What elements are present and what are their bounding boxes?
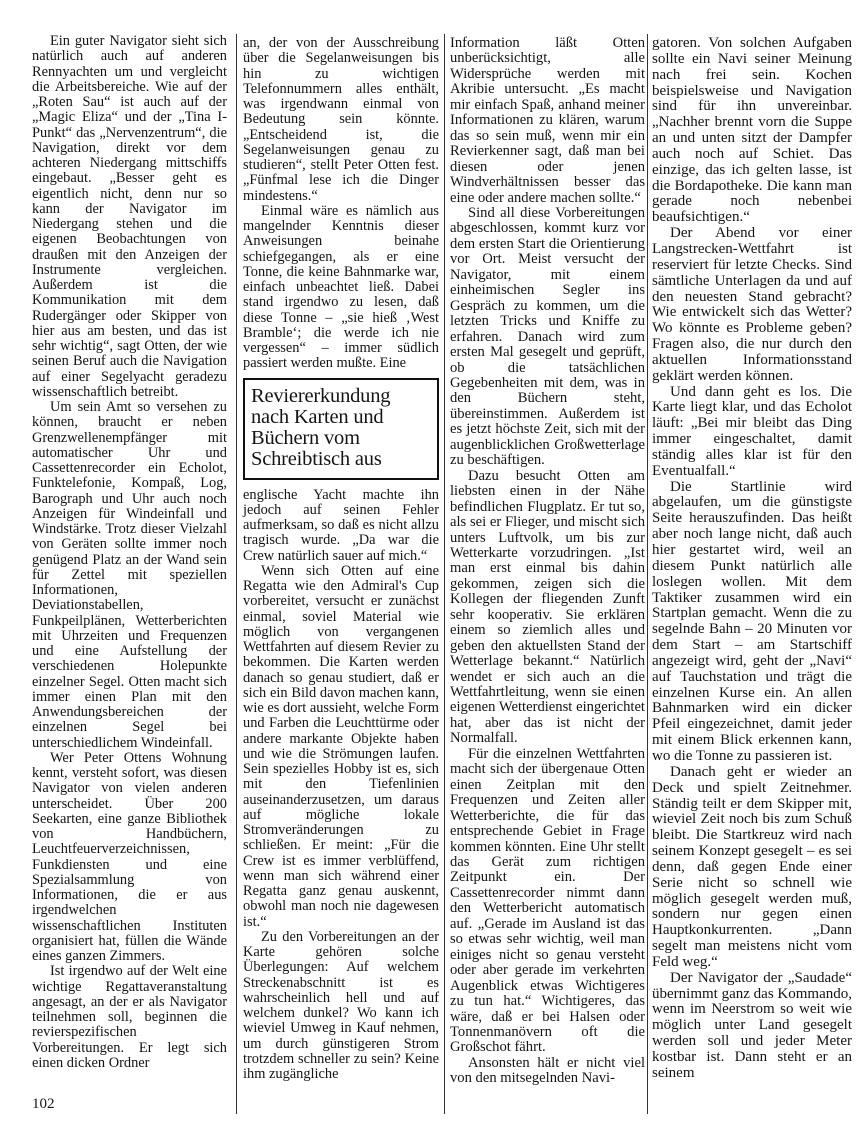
- paragraph: Dazu besucht Otten am liebsten einen in der Nähe befindlichen Flugplatz. Er tut so, als sei er Flieger, und mischt sich unters Luftvolk, um bis zur Wetterkarte vorzudringen. „Ist man erst einmal bis dahin gekommen, zeigen sich die Kollegen der fliegenden Zunft sehr kooperativ. Sie erklären einem so ziemlich alles und geben den aktuellsten Stand der Wetterlage bekannt.“ Natürlich wendet er sich auch an die Wettfahrtleitung, wenn sie einen eigenen Wetterdienst eingerichtet hat, aber das ist nicht der Normalfall.: [450, 467, 645, 747]
- paragraph: Zu den Vorbereitungen an der Karte gehören solche Überlegungen: Auf welchem Streckenabschnitt ist es wahrscheinlich hell und auf welchem dunkel? Wo kann ich wieviel Umweg in Kauf nehmen, um durch günstigeren Strom trotzdem schneller zu sein? Keine ihm zugängliche: [243, 928, 439, 1082]
- paragraph: englische Yacht machte ihn jedoch auf seinen Fehler aufmerksam, so daß es nicht allzu tragisch wurde. „Da war die Crew natürlich sauer auf mich.“: [243, 486, 439, 564]
- paragraph: Und dann geht es los. Die Karte liegt klar, und das Echolot läuft: „Bei mir bleibt das Ding immer eingeschaltet, damit ständig alles klar ist für den Eventualfall.“: [652, 383, 852, 479]
- paragraph: an, der von der Ausschreibung über die Segelanweisungen bis hin zu wichtigen Telefonnummern alles enthält, was irgendwann einmal von Bedeutung sein könnte. „Entscheidend ist, die Segelanweisungen genau zu studieren“, stellt Peter Otten fest. „Fünfmal lese ich die Dinger mindestens.“: [243, 35, 439, 204]
- page-number: 102: [32, 1096, 55, 1112]
- text-column-2: [243, 36, 439, 1082]
- paragraph: Ein guter Navigator sieht sich natürlich auch auf anderen Rennyachten um und vergleicht die Arbeitsbereiche. Wie auf der „Roten Sau“ ist auch auf der „Magic Eliza“ und der „Tina I-Punkt“ das „Nervenzentrum“, die Navigation, direkt vor dem achteren Niedergang mittschiffs eingebaut. „Besser geht es eigentlich nicht, denn nur so kann der Navigator im Niedergang stehen und die eigenen Beobachtungen von draußen mit den Anzeigen der Instrumente vergleichen. Außerdem ist die Kommunikation mit dem Rudergänger oder Skipper von hier aus am besten, und das ist sehr wichtig“, sagt Otten, der wie seinen Beruf auch die Navigation auf einer Segelyacht geradezu wissenschaftlich betreibt.: [32, 33, 227, 400]
- paragraph: Der Abend vor einer Langstrecken-Wettfahrt ist reserviert für letzte Checks. Sind sämtliche Unterlagen da und auf den neuesten Stand gebracht? Wie entwickelt sich das Wetter? Wo könnte es Probleme geben? Fragen also, die nur durch den aktuellen Informationsstand geklärt werden können.: [652, 225, 852, 384]
- column-divider: [236, 34, 237, 1114]
- paragraph: Wer Peter Ottens Wohnung kennt, versteht sofort, was diesen Navigator von vielen anderen unterscheidet. Über 200 Seekarten, eine ganze Bibliothek von Handbüchern, Leuchtfeuerverzeichnissen, Funkdiensten und eine Spezialsammlung von Informationen, die er aus irgendwelchen wissenschaftlichen Instituten organisiert hat, füllen die Wände eines ganzen Zimmers.: [32, 749, 227, 964]
- box-heading: Reviererkundung nach Karten und Büchern vom Schreibtisch aus: [243, 378, 439, 480]
- paragraph: Danach geht er wieder an Deck und spielt Zeitnehmer. Ständig teilt er dem Skipper mit, wieviel Zeit noch bis zum Schuß bleibt. Die Startkreuz wird nach seinem Konzept gesegelt – es sei denn, daß gegen Ende einer Serie nicht so schnell wie möglich gesegelt werden muß, sondern nur gegen einen Hauptkonkurrenten. „Dann segelt man meistens nicht vom Feld weg.“: [652, 763, 852, 970]
- paragraph: Information läßt Otten unberücksichtigt, alle Widersprüche werden mit Akribie untersucht. „Es macht mir einfach Spaß, anhand meiner Informationen zu klären, warum das so sein muß, wenn mir ein Revierkenner sagt, daß man bei diesen oder jenen Windverhältnissen besser das eine oder andere machen sollte.“: [450, 35, 645, 206]
- paragraph: Der Navigator der „Saudade“ übernimmt ganz das Kommando, wenn im Neerstrom so weit wie möglich unter Land gesegelt werden soll und jeder Meter kostbar ist. Dann steht er an seinem: [652, 969, 852, 1081]
- paragraph: Für die einzelnen Wettfahrten macht sich der übergenaue Otten einen Zeitplan mit den Frequenzen und Zeiten aller Wetterberichte, die für das entsprechende Gebiet in Frage kommen könnten. Eine Uhr stellt das Gerät zum richtigen Zeitpunkt ein. Der Cassettenrecorder nimmt dann den Wetterbericht automatisch auf. „Gerade im Ausland ist das so etwas sehr wichtig, weil man einiges nicht so genau versteht oder aber gerade im verkehrten Augenblick etwas Wichtigeres zu tun hat.“ Wichtigeres, das wäre, daß er bei Halsen oder Tonnenmanövern oft die Großschot fährt.: [450, 745, 645, 1056]
- text-column-1: [32, 34, 227, 1071]
- paragraph: Wenn sich Otten auf eine Regatta wie den Admiral's Cup vorbereitet, versucht er zunächst einmal, soviel Material wie möglich von vergangenen Wettfahrten auf diesem Revier zu bekommen. Die Karten werden danach so genau studiert, daß er sich ein Bild davon machen kann, wie es dort aussieht, welche Form und Farben die Leuchttürme oder andere markante Objekte haben und wie die Strömungen laufen. Sein spezielles Hobby ist es, sich mit den Tiefenlinien auseinanderzusetzen, um daraus auf mögliche lokale Stromveränderungen zu schließen. Er meint: „Für die Crew ist es immer verblüffend, wenn man sich während einer Regatta ganz genau auskennt, obwohl man noch nie dagewesen ist.“: [243, 562, 439, 930]
- paragraph: Die Startlinie wird abgelaufen, um die günstigste Seite herauszufinden. Das heißt aber noch lange nicht, daß auch hier gestartet wird, weil an diesem Punkt natürlich alle loslegen wollen. Mit dem Taktiker zusammen wird ein Startplan gemacht. Wenn die zu segelnde Bahn – 20 Minuten vor dem Start – am Startschiff angezeigt wird, geht der „Navi“ auf Tauchstation und trägt die einzelnen Kurse ein. An allen Bahnmarken wird ein dicker Pfeil eingezeichnet, damit jeder mit einem Blick erkennen kann, wo die Tonne zu passieren ist.: [652, 478, 852, 764]
- paragraph: Ist irgendwo auf der Welt eine wichtige Regattaveranstaltung angesagt, an der er als Navigator teilnehmen soll, beginnen die revierspezifischen Vorbereitungen. Er legt sich einen dicken Ordner: [32, 963, 227, 1071]
- text-column-4: [652, 36, 852, 1082]
- column-divider: [444, 34, 445, 1114]
- paragraph: Um sein Amt so versehen zu können, braucht er neben Grenzwellenempfänger mit automatischer Uhr und Cassettenrecorder ein Echolot, Funktelefonie, Kompaß, Log, Barograph und Uhr auch noch Anzeigen für Windeinfall und Windstärke. Trotz dieser Vielzahl von Geräten sollte immer noch genügend Platz an der Wand sein für Zettel mit speziellen Informationen, Deviationstabellen, Funkpeilplänen, Wetterberichten mit Uhrzeiten und Frequenzen und eine Aufstellung der verschiedenen Holepunkte einzelner Segel. Otten macht sich immer einen Plan mit den Anwendungsbereichen der einzelnen Segel bei unterschiedlichem Windeinfall.: [32, 399, 227, 751]
- paragraph: Ansonsten hält er nicht viel von den mitsegelnden Navi-: [450, 1054, 645, 1087]
- paragraph: Einmal wäre es nämlich aus mangelnder Kenntnis dieser Anweisungen beinahe schiefgegangen, als er eine Tonne, die keine Bahnmarke war, einfach unbeachtet ließ. Dabei stand irgendwo zu lesen, daß diese Tonne – „sie hieß ‚West Bramble‘; die werde ich nie vergessen“ – immer südlich passiert werden mußte. Eine: [243, 202, 439, 372]
- column-divider: [647, 34, 648, 1114]
- paragraph: Sind all diese Vorbereitungen abgeschlossen, kommt kurz vor dem ersten Start die Orientierung vor Ort. Meist versucht der Navigator, mit einem einheimischen Segler ins Gespräch zu kommen, um die letzten Tricks und Kniffe zu erfahren. Danach wird zum ersten Mal gesegelt und geprüft, ob die tatsächlichen Gegebenheiten mit dem, was in den Büchern steht, übereinstimmen. Außerdem ist es jetzt höchste Zeit, sich mit der augenblicklichen Großwetterlage zu beschäftigen.: [450, 204, 645, 469]
- text-column-3: [450, 36, 645, 1087]
- paragraph: gatoren. Von solchen Aufgaben sollte ein Navi seiner Meinung nach frei sein. Kochen beispielsweise und Navigation sind für ihn unvereinbar. „Nachher brennt vorn die Suppe an und unten sitzt der Dampfer auch noch auf Schiet. Das einzige, das ich gelten lasse, ist die Bordapotheke. Die kann man gerade noch nebenbei beaufsichtigen.“: [652, 35, 852, 226]
